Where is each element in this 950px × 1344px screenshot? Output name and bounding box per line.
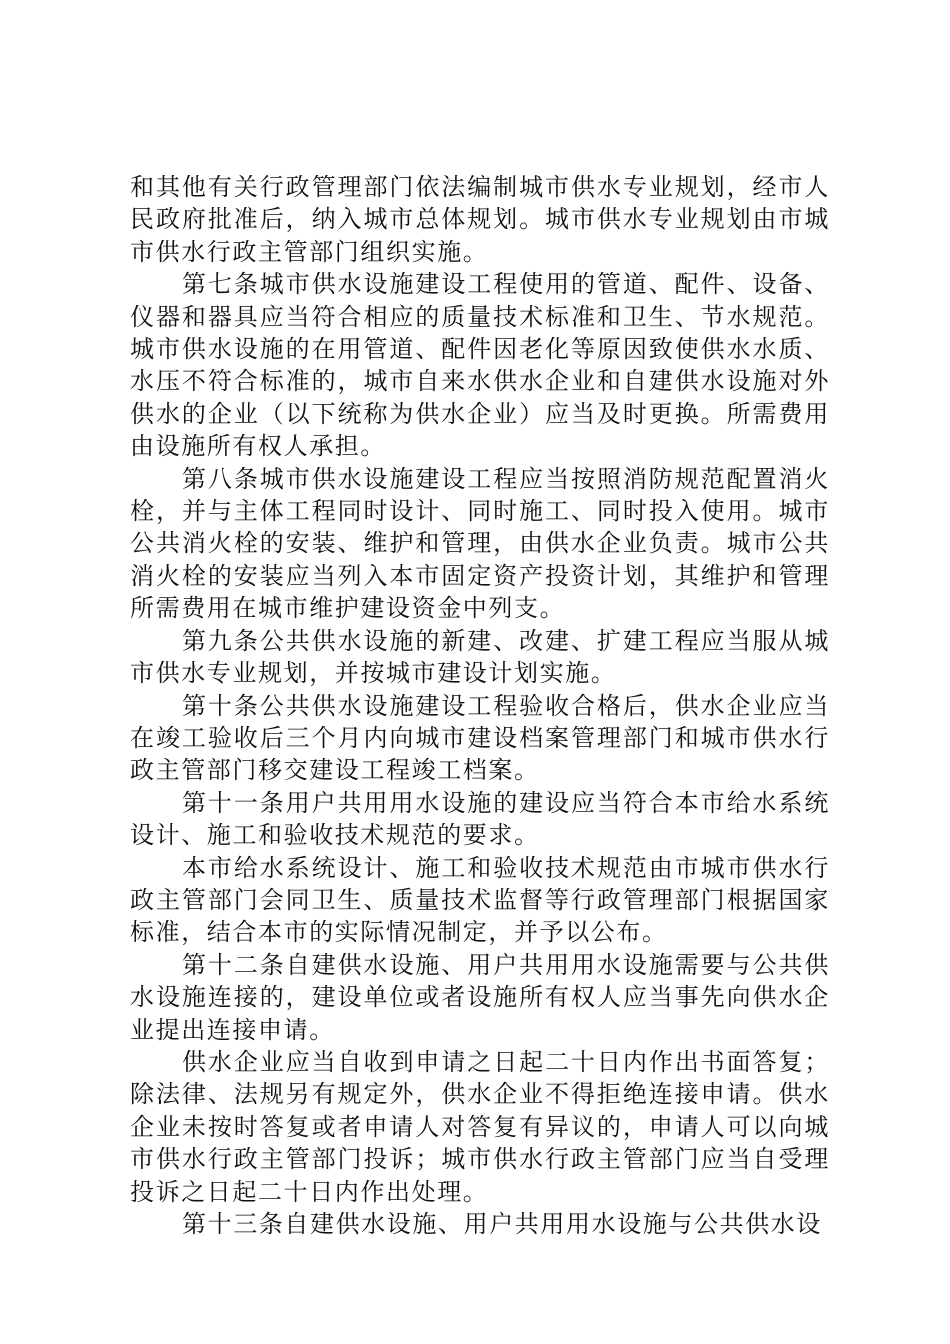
paragraph-article-10: 第十条公共供水设施建设工程验收合格后，供水企业应当在竣工验收后三个月内向城市建设档案管理部门和城市供水行政主管部门移交建设工程竣工档案。 — [130, 691, 830, 785]
paragraph-article-8: 第八条城市供水设施建设工程应当按照消防规范配置消火栓，并与主体工程同时设计、同时施工、同时投入使用。城市公共消火栓的安装、维护和管理，由供水企业负责。城市公共消火栓的安装应当列入本市固定资产投资计划，其维护和管理所需费用在城市维护建设资金中列支。 — [130, 464, 830, 623]
paragraph-article-7: 第七条城市供水设施建设工程使用的管道、配件、设备、仪器和器具应当符合相应的质量技术标准和卫生、节水规范。城市供水设施的在用管道、配件因老化等原因致使供水水质、水压不符合标准的，城市自来水供水企业和自建供水设施对外供水的企业（以下统称为供水企业）应当及时更换。所需费用由设施所有权人承担。 — [130, 270, 830, 461]
paragraph-article-12: 第十二条自建供水设施、用户共用用水设施需要与公共供水设施连接的，建设单位或者设施所有权人应当事先向供水企业提出连接申请。 — [130, 950, 830, 1044]
document-page — [130, 171, 830, 1240]
paragraph-article-12-clause-2: 供水企业应当自收到申请之日起二十日内作出书面答复；除法律、法规另有规定外，供水企业不得拒绝连接申请。供水企业未按时答复或者申请人对答复有异议的，申请人可以向城市供水行政主管部门投诉；城市供水行政主管部门应当自受理投诉之日起二十日内作出处理。 — [130, 1047, 830, 1206]
paragraph-article-11-clause-2: 本市给水系统设计、施工和验收技术规范由市城市供水行政主管部门会同卫生、质量技术监督等行政管理部门根据国家标准，结合本市的实际情况制定，并予以公布。 — [130, 853, 830, 947]
paragraph-continuation: 和其他有关行政管理部门依法编制城市供水专业规划，经市人民政府批准后，纳入城市总体规划。城市供水专业规划由市城市供水行政主管部门组织实施。 — [130, 173, 830, 266]
paragraph-article-13: 第十三条自建供水设施、用户共用用水设施与公共供水设 — [182, 1210, 822, 1238]
paragraph-article-11: 第十一条用户共用用水设施的建设应当符合本市给水系统设计、施工和验收技术规范的要求。 — [130, 788, 830, 850]
paragraph-article-9: 第九条公共供水设施的新建、改建、扩建工程应当服从城市供水专业规划，并按城市建设计划实施。 — [130, 626, 830, 688]
